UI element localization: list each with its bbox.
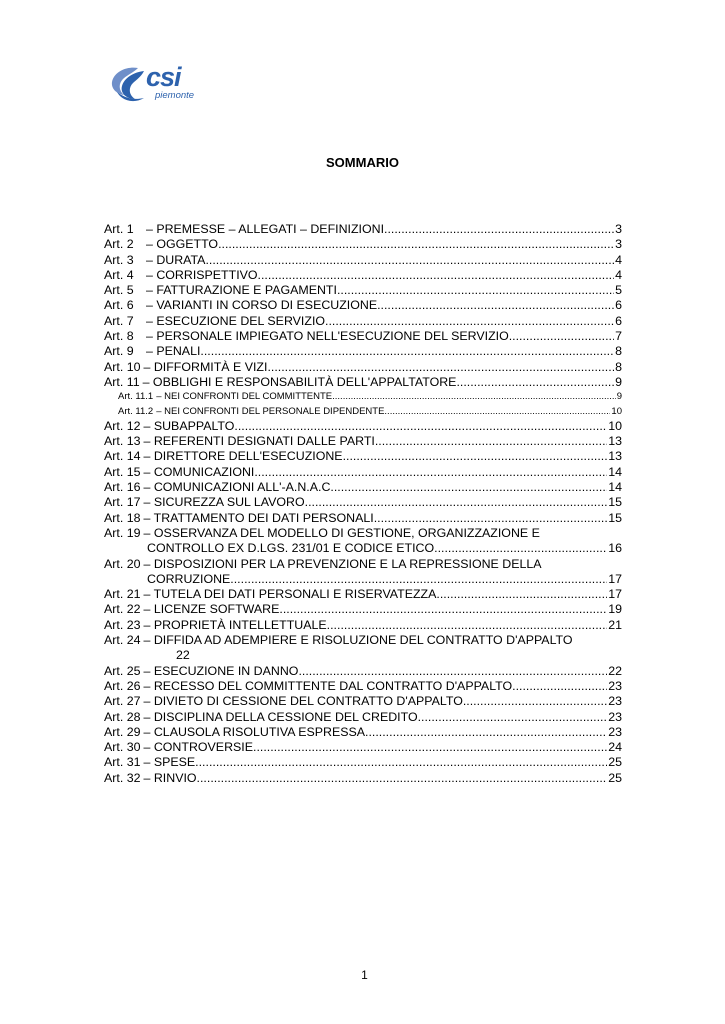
toc-leader-dots (434, 541, 607, 556)
table-of-contents (104, 222, 622, 786)
toc-entry[interactable] (104, 557, 622, 572)
toc-entry-page: 4 (615, 252, 622, 267)
toc-entry-title: – PREMESSE – ALLEGATI – DEFINIZIONI (146, 222, 385, 236)
toc-entry-page: 25 (608, 755, 622, 770)
toc-entry-page: 5 (615, 283, 622, 298)
toc-entry-title-continuation: CORRUZIONE (147, 571, 231, 586)
toc-entry[interactable] (104, 419, 622, 434)
toc-subentry[interactable] (104, 390, 622, 404)
toc-leader-dots (384, 405, 610, 419)
csi-piemonte-logo (108, 62, 208, 106)
toc-entry[interactable] (104, 360, 622, 375)
toc-leader-dots (258, 268, 615, 283)
toc-entry[interactable] (104, 434, 622, 449)
logo-subtext: piemonte (155, 90, 195, 101)
toc-entry-number: Art. 14 (104, 449, 141, 464)
toc-entry-number: Art. 30 (104, 740, 141, 755)
toc-entry-title: – DIRETTORE DELL'ESECUZIONE (143, 449, 343, 464)
toc-entry-page: 23 (608, 678, 622, 693)
toc-entry-number: Art. 22 (104, 602, 141, 617)
toc-entry-title: – DIVIETO DI CESSIONE DEL CONTRATTO D'APPALTO (143, 694, 463, 709)
toc-entry[interactable] (104, 298, 622, 313)
toc-entry-number: Art. 11 (104, 374, 140, 389)
toc-entry[interactable] (104, 694, 622, 709)
toc-entry[interactable] (104, 465, 622, 480)
toc-entry[interactable] (104, 511, 622, 526)
toc-entry-title: – NEI CONFRONTI DEL PERSONALE DIPENDENTE (156, 405, 385, 417)
toc-entry-page: 3 (615, 222, 622, 236)
toc-entry-page: 16 (608, 541, 622, 556)
toc-entry-title: – REFERENTI DESIGNATI DALLE PARTI (143, 434, 375, 449)
toc-entry-page: 10 (608, 418, 622, 433)
toc-entry-page: 13 (608, 449, 622, 464)
toc-leader-dots (325, 314, 614, 329)
toc-entry[interactable] (104, 664, 622, 679)
toc-entry[interactable] (104, 740, 622, 755)
toc-entry-page-line (104, 648, 622, 663)
toc-entry[interactable] (104, 587, 622, 602)
toc-entry-number: Art. 9 (104, 344, 134, 359)
toc-entry[interactable] (104, 618, 622, 633)
toc-entry-title: – DURATA (146, 252, 206, 267)
toc-leader-dots (375, 434, 607, 449)
toc-entry-title: – VARIANTI IN CORSO DI ESECUZIONE (146, 298, 378, 313)
toc-entry-number: Art. 20 (104, 556, 141, 571)
toc-entry-page: 8 (615, 344, 622, 359)
toc-leader-dots (332, 390, 616, 404)
toc-entry-page: 6 (615, 298, 622, 313)
toc-entry[interactable] (104, 771, 622, 786)
toc-leader-dots (298, 664, 607, 679)
toc-entry-number: Art. 16 (104, 480, 141, 495)
toc-entry-title: – DISPOSIZIONI PER LA PREVENZIONE E LA REPRESSIONE DELLA (143, 556, 542, 571)
toc-entry-page: 10 (611, 405, 622, 417)
toc-entry-title: – PENALI (146, 344, 201, 359)
toc-entry-page: 8 (615, 359, 622, 374)
toc-entry-title: – ESECUZIONE DEL SERVIZIO (146, 313, 326, 328)
toc-leader-dots (384, 222, 614, 237)
toc-entry[interactable] (104, 314, 622, 329)
toc-entry-page: 3 (615, 237, 622, 252)
logo-wordmark: csi (146, 62, 181, 92)
toc-entry[interactable] (104, 237, 622, 252)
toc-leader-dots (195, 755, 607, 770)
toc-entry-number: Art. 7 (104, 313, 134, 328)
toc-leader-dots (334, 480, 607, 495)
toc-entry-title: – FATTURAZIONE E PAGAMENTI (146, 283, 337, 298)
toc-leader-dots (279, 602, 607, 617)
toc-entry-page: 9 (616, 391, 622, 403)
toc-entry-page: 22 (608, 663, 622, 678)
toc-entry-number: Art. 11.1 (118, 391, 154, 403)
toc-entry-number: Art. 15 (104, 464, 141, 479)
toc-entry-title: – CORRISPETTIVO (146, 267, 258, 282)
toc-entry-page: 14 (608, 480, 622, 495)
toc-entry-number: Art. 13 (104, 434, 141, 449)
toc-entry-page: 25 (608, 770, 622, 785)
toc-leader-dots (230, 572, 607, 587)
toc-leader-dots (218, 237, 614, 252)
toc-entry-number: Art. 18 (104, 510, 141, 525)
toc-entry-title: – TUTELA DEI DATI PERSONALI E RISERVATEZZA (143, 587, 437, 602)
toc-subentry[interactable] (104, 405, 622, 419)
toc-entry-number: Art. 12 (104, 418, 141, 433)
toc-entry-title: – TRATTAMENTO DEI DATI PERSONALI (143, 510, 374, 525)
toc-entry-page: 7 (615, 329, 622, 344)
toc-entry[interactable] (104, 222, 622, 237)
toc-entry-page: 9 (615, 374, 622, 389)
toc-entry-title: – PROPRIETÀ INTELLETTUALE (143, 617, 327, 632)
toc-leader-dots (377, 298, 614, 313)
toc-leader-dots (436, 587, 607, 602)
toc-entry-number: Art. 21 (104, 587, 141, 602)
toc-entry-number: Art. 27 (104, 694, 141, 709)
toc-leader-dots (463, 694, 607, 709)
toc-entry[interactable] (104, 449, 622, 464)
toc-entry-page: 23 (608, 694, 622, 709)
toc-entry-number: Art. 8 (104, 329, 134, 344)
toc-entry-page: 17 (608, 571, 622, 586)
toc-entry-number: Art. 24 (104, 633, 141, 648)
toc-entry[interactable] (104, 755, 622, 770)
toc-entry-number: Art. 10 (104, 359, 141, 374)
toc-leader-dots (205, 253, 614, 268)
toc-entry-title: – ESECUZIONE IN DANNO (143, 663, 299, 678)
toc-entry-title: – OGGETTO (146, 237, 219, 252)
toc-entry-title: – CONTROVERSIE (143, 740, 253, 755)
toc-entry-number: Art. 29 (104, 724, 141, 739)
toc-leader-dots (365, 725, 607, 740)
toc-entry-title: – OSSERVANZA DEL MODELLO DI GESTIONE, ORGANIZZAZIONE E (143, 525, 540, 540)
toc-leader-dots (200, 344, 614, 359)
toc-leader-dots (337, 283, 614, 298)
toc-entry-title: – LICENZE SOFTWARE (143, 602, 280, 617)
toc-entry-number: Art. 3 (104, 252, 134, 267)
toc-entry-number: Art. 17 (104, 495, 141, 510)
toc-entry-number: Art. 26 (104, 678, 141, 693)
toc-entry[interactable] (104, 602, 622, 617)
toc-entry[interactable] (104, 725, 622, 740)
toc-entry-page: 24 (608, 740, 622, 755)
toc-entry[interactable] (104, 633, 622, 648)
toc-entry-title: – SUBAPPALTO (143, 418, 235, 433)
toc-entry[interactable] (104, 268, 622, 283)
toc-entry[interactable] (104, 375, 622, 390)
toc-entry-title-continuation: CONTROLLO EX D.LGS. 231/01 E CODICE ETICO (147, 541, 435, 556)
toc-entry-number: Art. 5 (104, 283, 134, 298)
toc-leader-dots (509, 329, 614, 344)
toc-leader-dots (253, 740, 607, 755)
toc-leader-dots (197, 771, 608, 786)
toc-entry-number: Art. 1 (104, 222, 134, 236)
toc-entry-page: 22 (176, 648, 190, 663)
toc-entry-page: 14 (608, 464, 622, 479)
toc-entry-continuation[interactable] (104, 541, 622, 556)
toc-entry-page: 21 (608, 617, 622, 632)
toc-entry-title: – CLAUSOLA RISOLUTIVA ESPRESSA (143, 724, 366, 739)
toc-entry-title: – COMUNICAZIONI ALL'-A.N.A.C. (143, 480, 334, 495)
toc-entry[interactable] (104, 253, 622, 268)
toc-leader-dots (327, 618, 608, 633)
toc-entry[interactable] (104, 480, 622, 495)
toc-leader-dots (374, 511, 608, 526)
toc-entry-page: 15 (608, 495, 622, 510)
toc-entry-title: – DISCIPLINA DELLA CESSIONE DEL CREDITO (143, 709, 418, 724)
toc-entry-page: 23 (608, 724, 622, 739)
toc-entry-number: Art. 19 (104, 525, 141, 540)
toc-entry-page: 23 (608, 709, 622, 724)
toc-entry-number: Art. 28 (104, 709, 141, 724)
toc-entry-page: 19 (608, 602, 622, 617)
toc-leader-dots (418, 710, 608, 725)
toc-entry-page: 6 (615, 313, 622, 328)
toc-entry[interactable] (104, 526, 622, 541)
toc-entry-number: Art. 6 (104, 298, 134, 313)
toc-entry-title: – DIFFIDA AD ADEMPIERE E RISOLUZIONE DEL CONTRATTO D'APPALTO (143, 633, 573, 648)
toc-entry-number: Art. 11.2 (118, 405, 154, 417)
toc-entry-continuation[interactable] (104, 572, 622, 587)
toc-entry-title: – SICUREZZA SUL LAVORO (143, 495, 305, 510)
toc-entry-number: Art. 23 (104, 617, 141, 632)
toc-entry-number: Art. 31 (104, 755, 141, 770)
toc-leader-dots (456, 375, 614, 390)
toc-entry-page: 17 (608, 587, 622, 602)
toc-entry-title: – RINVIO (143, 770, 197, 785)
toc-entry-title: – COMUNICAZIONI (143, 464, 255, 479)
toc-entry-number: Art. 4 (104, 267, 134, 282)
toc-leader-dots (234, 419, 607, 434)
toc-entry-title: – DIFFORMITÀ E VIZI (143, 359, 268, 374)
toc-leader-dots (512, 679, 607, 694)
toc-entry[interactable] (104, 283, 622, 298)
toc-entry-page: 15 (608, 510, 622, 525)
toc-entry-page: 4 (615, 267, 622, 282)
toc-entry-number: Art. 25 (104, 663, 141, 678)
toc-entry-page: 13 (608, 434, 622, 449)
page-number: 1 (361, 968, 368, 982)
toc-leader-dots (343, 449, 608, 464)
toc-leader-dots (305, 495, 608, 510)
toc-entry-title: – SPESE (143, 755, 196, 770)
toc-entry[interactable] (104, 344, 622, 359)
page-title: SOMMARIO (326, 155, 399, 170)
toc-entry-title: – RECESSO DEL COMMITTENTE DAL CONTRATTO D'APPALTO (143, 678, 513, 693)
toc-leader-dots (254, 465, 607, 480)
toc-entry-number: Art. 2 (104, 237, 134, 252)
toc-leader-dots (267, 360, 614, 375)
toc-entry-title: – NEI CONFRONTI DEL COMMITTENTE (156, 391, 333, 403)
toc-entry[interactable] (104, 679, 622, 694)
toc-entry[interactable] (104, 329, 622, 344)
toc-entry-title: – PERSONALE IMPIEGATO NELL'ESECUZIONE DEL SERVIZIO (146, 329, 509, 344)
toc-entry-title: – OBBLIGHI E RESPONSABILITÀ DELL'APPALTATORE (142, 374, 457, 389)
toc-entry[interactable] (104, 495, 622, 510)
toc-entry[interactable] (104, 710, 622, 725)
toc-entry-number: Art. 32 (104, 770, 141, 785)
